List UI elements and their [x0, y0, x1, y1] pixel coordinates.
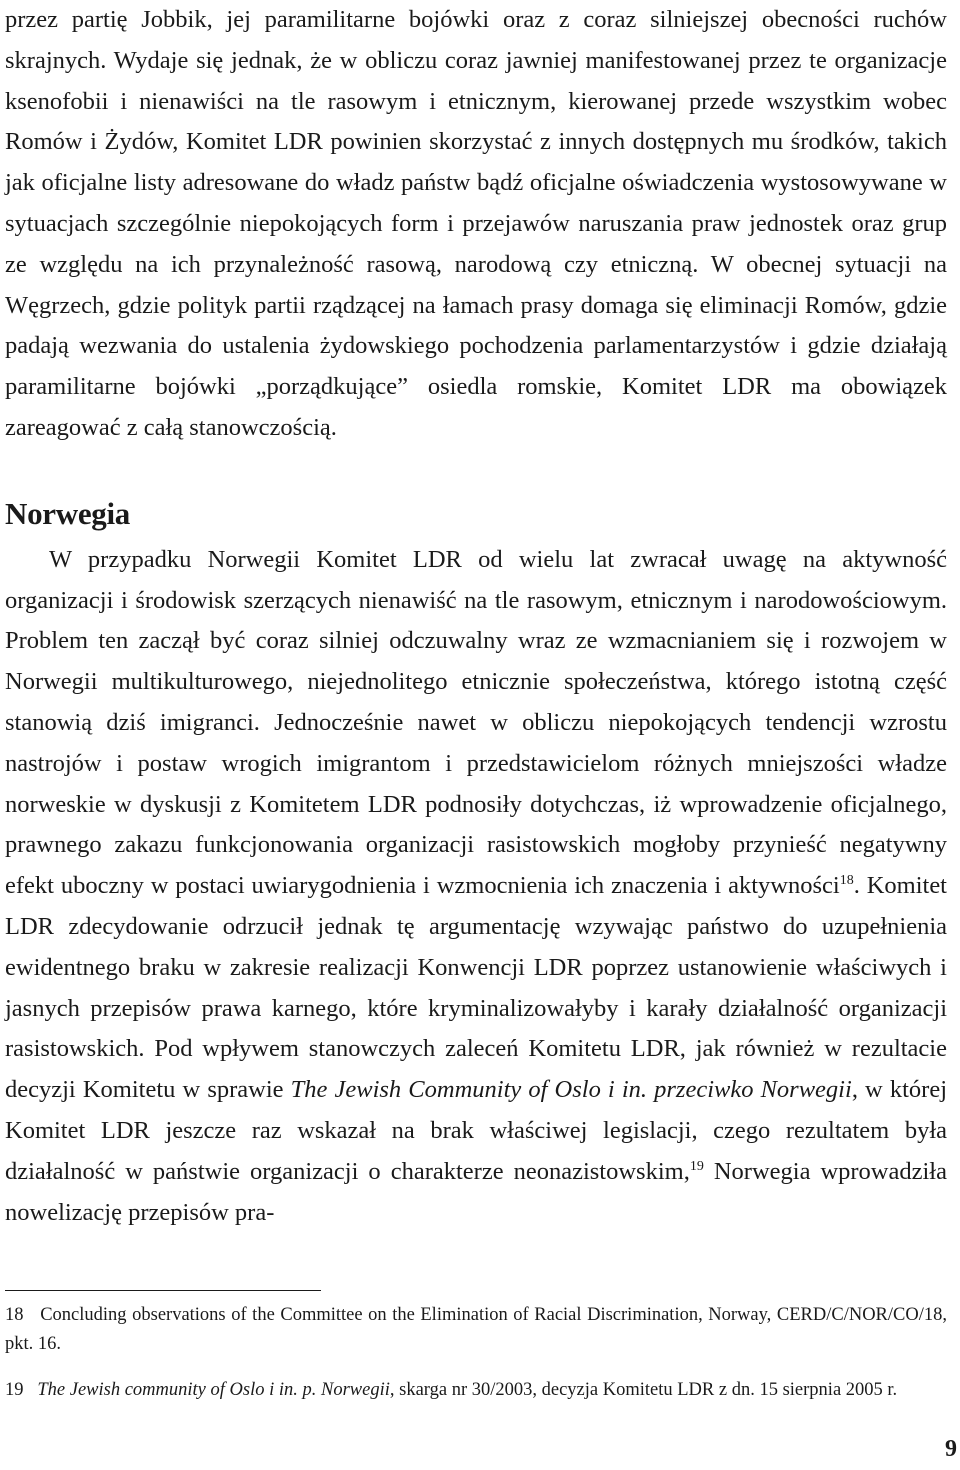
footnote-number: 19 — [5, 1380, 24, 1400]
footnote-text: Concluding observations of the Committee on the Elimination of Racial Discrimination, Norway, CERD/C/NOR/CO/18, pkt. 16. — [5, 1305, 947, 1354]
paragraph-norway — [5, 540, 947, 1234]
footnote-ref-18[interactable]: 18 — [839, 873, 854, 889]
footnote-18 — [5, 1301, 947, 1358]
footnote-text: , skarga nr 30/2003, decyzja Komitetu LDR z dn. 15 sierpnia 2005 r. — [389, 1380, 898, 1400]
page-body — [5, 0, 947, 1233]
footnote-case-title: The Jewish community of Oslo i in. p. Norwegii — [37, 1380, 390, 1400]
paragraph-hungary — [5, 0, 947, 449]
footnote-divider — [5, 1290, 321, 1291]
case-title: The Jewish Community of Oslo i in. przeciwko Norwegii — [290, 1076, 852, 1104]
paragraph-text: . Komitet LDR zdecydowanie odrzucił jednak tę argumentację wzywając państwo do uzupełnienia ewidentnego braku w zakresie realizacji Konwencji LDR poprzez ustanowienie właściwych i jasnych przepisów prawa karnego, które kryminalizowałyby i karały działalność organizacji rasistowskich. Pod wpływem stanowczych zaleceń Komitetu LDR, jak również w rezultacie decyzji Komitetu w sprawie — [5, 872, 947, 1104]
footnote-number: 18 — [5, 1305, 24, 1325]
paragraph-text: , w której Komitet LDR jeszcze raz wskazał na brak właściwej legislacji, czego rezultatem była działalność w państwie organizacji o charakterze neonazistowskim, — [5, 1076, 948, 1185]
page-number: 9 — [945, 1436, 957, 1462]
paragraph-text: przez partię Jobbik, jej paramilitarne bojówki oraz z coraz silniejszej obecności ruchów skrajnych. Wydaje się jednak, że w obliczu coraz jawniej manifestowanej przez te organizacje ksenofobii i nienawiści na tle rasowym i etnicznym, kierowanej przede wszystkim wobec Romów i Żydów, Komitet LDR powinien skorzystać z innych dostępnych mu środków, takich jak oficjalne listy adresowane do władz państw bądź oficjalne oświadczenia wystosowywane w sytuacjach szczególnie niepokojących form i przejawów naruszania praw jednostek oraz grup ze względu na ich przynależność rasową, narodową czy etniczną. W obecnej sytuacji na Węgrzech, gdzie polityk partii rządzącej na łamach prasy domaga się eliminacji Romów, gdzie padają wezwania do ustalenia żydowskiego pochodzenia parlamentarzystów i gdzie działają paramilitarne bojówki „porządkujące” osiedla romskie, Komitet LDR ma obowiązek zareagować z całą stanowczością. — [5, 6, 947, 441]
paragraph-text: Norwegia wprowadziła nowelizację przepisów pra- — [5, 1157, 947, 1226]
footnote-ref-19[interactable]: 19 — [689, 1158, 704, 1174]
section-heading-norway: Norwegia — [5, 495, 131, 531]
paragraph-text: W przypadku Norwegii Komitet LDR od wielu lat zwracał uwagę na aktywność organizacji i środowisk szerzących nienawiść na tle rasowym, etnicznym i narodowościowym. Problem ten zaczął być coraz silniej odczuwalny wraz ze wzmacnianiem się i rozwojem w Norwegii multikulturowego, niejednolitego etnicznie społeczeństwa, którego istotną część stanowią dziś imigranci. Jednocześnie nawet w obliczu niepokojących tendencji wzrostu nastrojów i postaw wrogich imigrantom i przedstawicielom różnych mniejszości władze norweskie w dyskusji z Komitetem LDR podnosiły dotychczas, iż wprowadzenie oficjalnego, prawnego zakazu funkcjonowania organizacji rasistowskich mogłoby przynieść negatywny efekt uboczny w postaci uwiarygodnienia i wzmocnienia ich znaczenia i aktywności — [5, 545, 947, 900]
footnote-19 — [5, 1376, 947, 1405]
